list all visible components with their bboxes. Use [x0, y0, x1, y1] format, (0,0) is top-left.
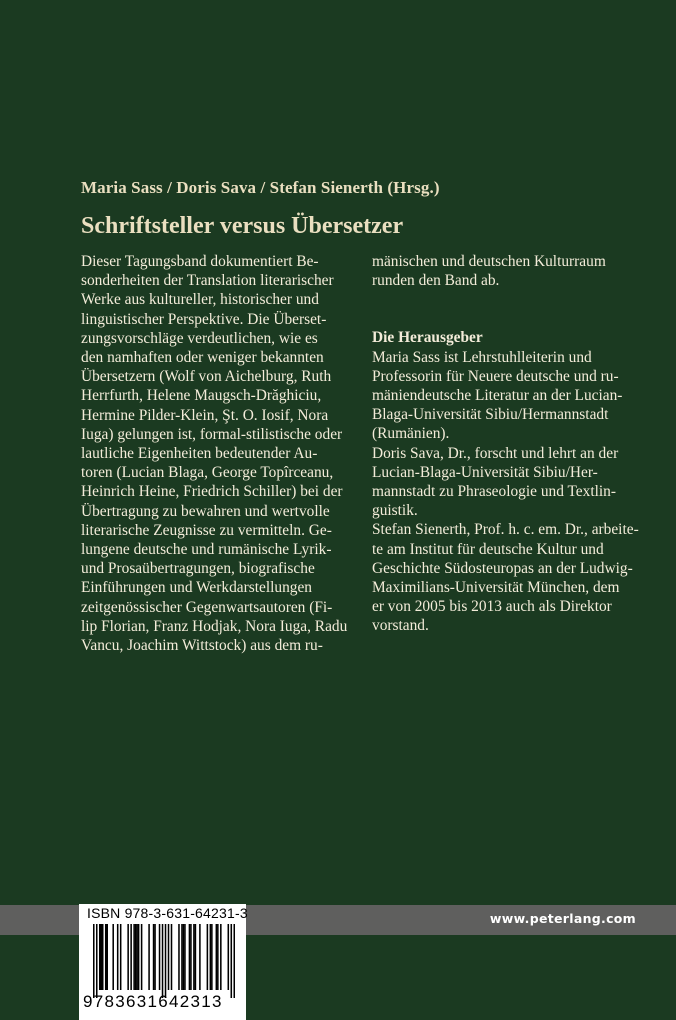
editors-heading: Die Herausgeber	[372, 329, 483, 347]
description-line: Dieser Tagungsband dokumentiert Be-	[81, 253, 319, 270]
description-line: sonderheiten der Translation literarischer	[81, 272, 334, 290]
description-continuation	[372, 252, 634, 290]
editors-byline: Maria Sass / Doris Sava / Stefan Sienerth (Hrsg.)	[81, 178, 440, 197]
isbn-label: ISBN 978-3-631-64231-3	[87, 905, 248, 921]
editors-bio-line: Maria Sass ist Lehrstuhlleiterin und	[372, 348, 592, 366]
description-line: Hermine Pilder-Klein, Şt. O. Iosif, Nora	[81, 406, 329, 424]
barcode-bar	[133, 924, 135, 990]
editors-bio-line: Stefan Sienerth, Prof. h. c. em. Dr., arbeite-	[372, 521, 639, 539]
description-line: Iuga) gelungen ist, formal-stilistische oder	[81, 425, 343, 443]
editors-bio-line: Blaga-Universität Sibiu/Hermannstadt	[372, 406, 609, 424]
description-line: Vancu, Joachim Wittstock) aus dem ru-	[81, 637, 323, 655]
ean-digits: 9783631642313	[83, 992, 223, 1011]
editors-bio-line: Geschichte Südosteuropas an der Ludwig-	[372, 559, 633, 577]
barcode-bar	[171, 924, 173, 990]
barcode-bar	[120, 924, 122, 990]
barcode-bar	[190, 924, 192, 990]
barcode-bar	[207, 924, 209, 990]
description-line: zeitgenössischer Gegenwartsautoren (Fi-	[81, 598, 333, 616]
paragraph-spacer	[372, 290, 634, 328]
editors-bio-line: Doris Sava, Dr., forscht und lehrt an der	[372, 444, 619, 462]
editors-bio-line: guistik.	[372, 502, 418, 520]
publisher-website-link[interactable]: www.peterlang.com	[489, 911, 636, 926]
description-line: runden den Band ab.	[372, 272, 500, 290]
editors-bio	[372, 348, 639, 636]
barcode-bar	[228, 924, 230, 990]
description-line: toren (Lucian Blaga, George Topîrceanu,	[81, 464, 334, 482]
editors-bio-line: mäniendeutsche Literatur an der Lucian-	[372, 387, 623, 405]
description-line: Heinrich Heine, Friedrich Schiller) bei der	[81, 483, 343, 501]
barcode-bar	[178, 924, 180, 990]
editors-bio-line: Lucian-Blaga-Universität Sibiu/Her-	[372, 463, 598, 481]
barcode-bar	[148, 924, 150, 990]
barcode-bar	[184, 924, 186, 990]
editors-bio-line: Maximilians-Universität München, dem	[372, 579, 620, 597]
barcode-bar	[138, 924, 140, 990]
editors-bio-line: mannstadt zu Phraseologie und Textlin-	[372, 483, 616, 501]
barcode-bar	[141, 924, 143, 990]
description-line: Einführungen und Werkdarstellungen	[81, 579, 312, 597]
barcode-bar	[234, 924, 235, 998]
description-line: lip Florian, Franz Hodjak, Nora Iuga, Radu	[81, 617, 348, 635]
barcode-bar	[199, 924, 201, 990]
barcode-bar	[153, 924, 155, 990]
barcode-bar	[106, 924, 108, 990]
description-line: Herrfurth, Helene Maugsch-Drăghiciu,	[81, 387, 322, 405]
barcode-bars	[93, 924, 235, 998]
barcode-bar	[93, 924, 95, 998]
barcode-bar	[105, 924, 107, 990]
description-line: linguistischer Perspektive. Die Überset-	[81, 310, 327, 328]
barcode-bar	[154, 924, 156, 990]
description-line: zungsvorschläge verdeutlichen, wie es	[81, 329, 318, 347]
barcode-bar	[130, 924, 132, 990]
barcode-bar	[193, 924, 195, 990]
barcode-bar	[99, 924, 101, 990]
description-line: mänischen und deutschen Kulturraum	[372, 253, 606, 270]
barcode-bar	[210, 924, 212, 990]
editors-bio-line: Professorin für Neuere deutsche und ru-	[372, 367, 619, 385]
barcode-bar	[220, 924, 222, 990]
barcode-bar	[100, 924, 102, 990]
barcode-bar	[136, 924, 138, 990]
barcode-bar	[211, 924, 213, 990]
barcode-bar	[216, 924, 218, 990]
barcode-bar	[231, 924, 233, 998]
barcode-bar	[195, 924, 197, 990]
description-line: literarische Zeugnisse zu vermitteln. Ge-	[81, 521, 332, 539]
description-line: Übertragung zu bewahren und wertvolle	[81, 502, 330, 520]
barcode-bar	[112, 924, 114, 990]
barcode-bar	[168, 924, 170, 990]
barcode-bar	[183, 924, 185, 990]
description-line: lautliche Eigenheiten bedeutender Au-	[81, 445, 318, 463]
editors-bio-line: vorstand.	[372, 617, 429, 635]
barcode-bar	[127, 924, 129, 990]
description-line: den namhaften oder weniger bekannten	[81, 349, 324, 367]
description-line: lungene deutsche und rumänische Lyrik-	[81, 541, 332, 559]
description-line: und Prosaübertragungen, biografische	[81, 560, 315, 578]
barcode-bar	[181, 924, 183, 990]
barcode-bar	[135, 924, 137, 990]
description-line: Werke aus kultureller, historischer und	[81, 291, 319, 309]
isbn-barcode	[79, 904, 246, 1020]
barcode-bar	[117, 924, 119, 990]
barcode-bar	[165, 924, 167, 998]
barcode-bar	[189, 924, 191, 990]
barcode-bar	[162, 924, 164, 998]
editors-bio-line: er von 2005 bis 2013 auch als Direktor	[372, 598, 612, 616]
description-line: Übersetzern (Wolf von Aichelburg, Ruth	[81, 368, 332, 386]
editors-bio-line: te am Institut für deutsche Kultur und	[372, 540, 604, 558]
barcode-bar	[217, 924, 219, 990]
barcode-bar	[159, 924, 161, 990]
description-column-left	[81, 252, 348, 655]
editors-bio-line: (Rumänien).	[372, 425, 450, 443]
book-title: Schriftsteller versus Übersetzer	[81, 213, 404, 239]
barcode-bar	[96, 924, 98, 998]
barcode-bar	[102, 924, 104, 990]
description-column-right	[372, 252, 639, 636]
